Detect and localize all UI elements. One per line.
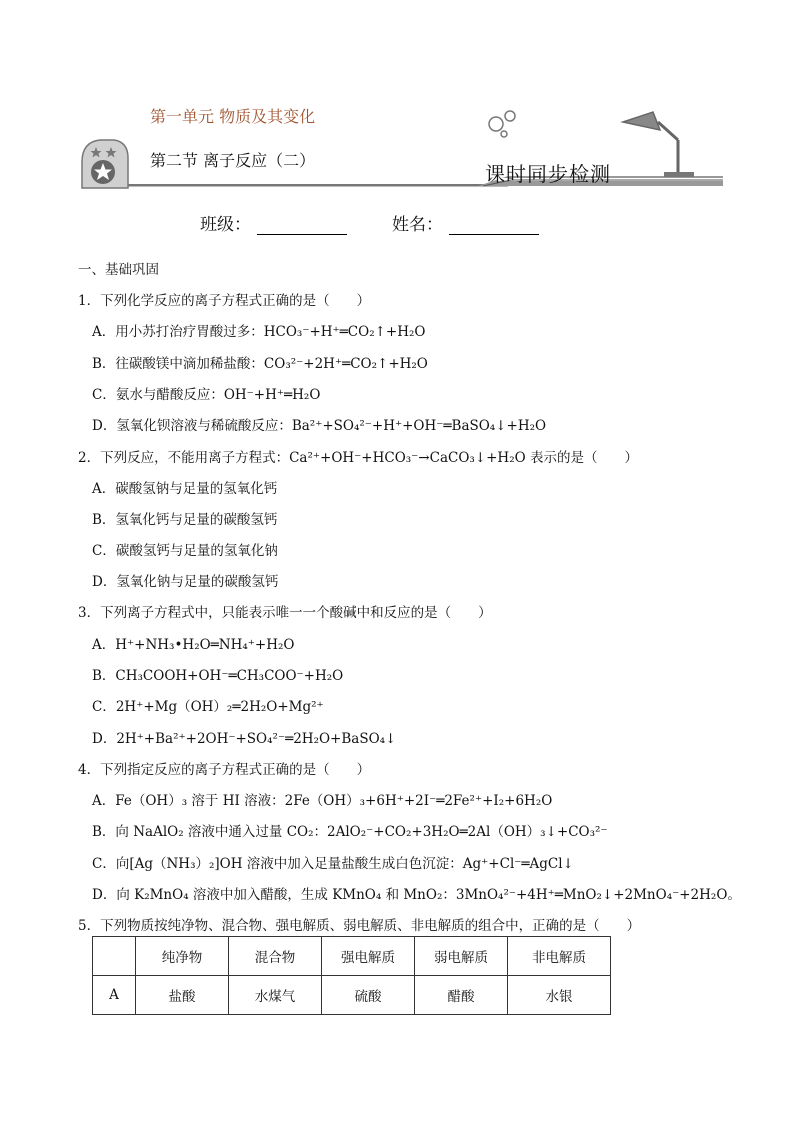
class-field: 班级： (200, 210, 347, 235)
question-5-stem: 5．下列物质按纯净物、混合物、强电解质、弱电解质、非电解质的组合中，正确的是（ ） (78, 918, 641, 934)
question-2-option-b: B．氢氧化钙与足量的碳酸氢钙 (92, 512, 278, 528)
question-4-option-d: D．向 K₂MnO₄ 溶液中加入醋酸，生成 KMnO₄ 和 MnO₂：3MnO₄²⁻+4H⁺═MnO₂↓+2MnO₄⁻+2H₂O。 (92, 887, 741, 903)
question-1-option-d: D．氢氧化钡溶液与稀硫酸反应：Ba²⁺+SO₄²⁻+H⁺+OH⁻═BaSO₄↓+H₂O (92, 418, 547, 434)
table-cell: 水银 (508, 976, 611, 1015)
bubbles-icon (489, 111, 515, 137)
star-badge-icon (82, 140, 128, 188)
question-3-option-d: D．2H⁺+Ba²⁺+2OH⁻+SO₄²⁻═2H₂O+BaSO₄↓ (92, 731, 397, 747)
question-4-option-a: A．Fe（OH）₃ 溶于 HI 溶液：2Fe（OH）₃+6H⁺+2I⁻═2Fe²⁺+I₂+6H₂O (92, 793, 553, 809)
table-cell: 水煤气 (229, 976, 322, 1015)
question-4-option-b: B．向 NaAlO₂ 溶液中通入过量 CO₂：2AlO₂⁻+CO₂+3H₂O═2Al（OH）₃↓+CO₃²⁻ (92, 824, 608, 840)
question-4-option-c: C．向[Ag（NH₃）₂]OH 溶液中加入足量盐酸生成白色沉淀：Ag⁺+Cl⁻═AgCl↓ (92, 856, 574, 872)
table-header-cell: 弱电解质 (415, 937, 508, 976)
table-header-cell (93, 937, 136, 976)
name-field: 姓名： (392, 210, 539, 235)
table-cell: 硫酸 (322, 976, 415, 1015)
question-2-option-d: D．氢氧化钠与足量的碳酸氢钙 (92, 574, 279, 590)
header-rule (128, 176, 723, 187)
question-1-option-a: A．用小苏打治疗胃酸过多：HCO₃⁻+H⁺═CO₂↑+H₂O (92, 324, 426, 340)
table-header-cell: 混合物 (229, 937, 322, 976)
question-4-stem: 4．下列指定反应的离子方程式正确的是（ ） (78, 762, 371, 778)
class-blank (257, 216, 347, 235)
table-row (93, 976, 611, 1015)
table-header-cell: 强电解质 (322, 937, 415, 976)
table-cell: A (93, 976, 136, 1015)
question-1-option-b: B．往碳酸镁中滴加稀盐酸：CO₃²⁻+2H⁺═CO₂↑+H₂O (92, 356, 428, 372)
question-1-option-c: C．氨水与醋酸反应：OH⁻+H⁺═H₂O (92, 387, 321, 403)
desk-lamp-icon (623, 112, 694, 177)
table-cell: 盐酸 (136, 976, 229, 1015)
name-blank (449, 216, 539, 235)
table-cell: 醋酸 (415, 976, 508, 1015)
banner-title: 课时同步检测 (485, 162, 611, 186)
table-header-cell: 非电解质 (508, 937, 611, 976)
question-2-stem: 2．下列反应，不能用离子方程式：Ca²⁺+OH⁻+HCO₃⁻→CaCO₃↓+H₂O 表示的是（ ） (78, 450, 638, 466)
part-title: 一、基础巩固 (78, 262, 159, 278)
question-1-stem: 1．下列化学反应的离子方程式正确的是（ ） (78, 293, 371, 309)
table-header-row (93, 937, 611, 976)
question-5-table (92, 936, 611, 1015)
section-title: 第二节 离子反应（二） (150, 151, 316, 170)
question-3-option-c: C．2H⁺+Mg（OH）₂═2H₂O+Mg²⁺ (92, 699, 324, 715)
question-2-option-c: C．碳酸氢钙与足量的氢氧化钠 (92, 543, 278, 559)
question-3-option-b: B．CH₃COOH+OH⁻═CH₃COO⁻+H₂O (92, 668, 344, 684)
table-header-cell: 纯净物 (136, 937, 229, 976)
question-2-option-a: A．碳酸氢钠与足量的氢氧化钙 (92, 481, 278, 497)
unit-title: 第一单元 物质及其变化 (150, 107, 316, 126)
question-3-option-a: A．H⁺+NH₃•H₂O═NH₄⁺+H₂O (92, 637, 295, 653)
question-3-stem: 3．下列离子方程式中，只能表示唯一一个酸碱中和反应的是（ ） (78, 605, 492, 621)
